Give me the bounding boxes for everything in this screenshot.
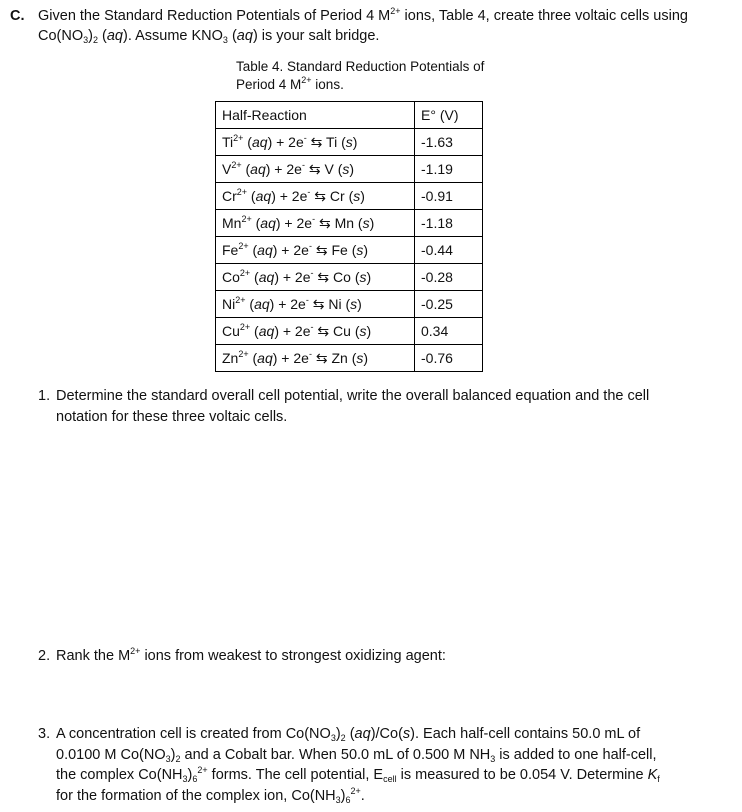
intro-line <box>38 6 688 26</box>
ion-symbol: Cu <box>222 322 240 339</box>
text-segment: ) <box>88 28 93 44</box>
half-reaction: $Zn^{2+}$ (aq) + 2e- ⇆ Zn (s) <box>216 345 415 372</box>
potential-value: 0.34 <box>415 318 483 345</box>
question-line <box>56 724 640 744</box>
text-segment: is added to one half-cell, <box>495 746 657 763</box>
text-segment: ions from weakest to strongest oxidizing agent: <box>140 648 446 664</box>
ion-symbol: Ti <box>222 133 234 150</box>
text-segment: ( <box>98 28 107 44</box>
text-segment: 3 <box>222 35 228 45</box>
text-segment: 3 <box>490 753 496 764</box>
text-segment: Table 4. Standard Reduction Potentials of <box>236 59 485 74</box>
ion-charge: 2+ <box>238 348 249 359</box>
text-segment: 6 <box>192 774 198 784</box>
text-segment: ) is your salt bridge. <box>252 28 380 44</box>
table-row <box>216 237 483 264</box>
question-number: 3. <box>38 726 51 742</box>
ion-symbol: Co <box>222 268 240 285</box>
intro-line <box>38 26 379 46</box>
text-segment: the complex Co(NH <box>56 767 183 783</box>
ion-symbol: Zn <box>222 349 239 366</box>
metal-symbol: Ti <box>326 133 338 150</box>
text-segment: forms. The cell potential, E <box>207 767 384 783</box>
ion-charge: 2+ <box>233 132 244 143</box>
question-line <box>56 745 657 765</box>
text-segment: 0.0100 M Co(NO <box>56 746 166 763</box>
metal-symbol: Cr <box>329 187 345 204</box>
metal-symbol: Cu <box>333 322 351 339</box>
text-segment: 2 <box>175 753 181 764</box>
half-reaction: $Cu^{2+}$ (aq) + 2e- ⇆ Cu (s) <box>216 318 415 345</box>
table-row <box>216 183 483 210</box>
equilibrium-arrow-icon: ⇆ <box>310 133 323 150</box>
ion-symbol: Cr <box>222 187 237 204</box>
text-segment: ) <box>340 787 346 804</box>
ion-charge: 2+ <box>238 240 249 251</box>
table-row <box>216 264 483 291</box>
half-reaction: $Ni^{2+}$ (aq) + 2e- ⇆ Ni (s) <box>216 291 415 318</box>
text-segment: aq <box>354 726 371 742</box>
text-segment: notation for these three voltaic cells. <box>56 408 288 425</box>
text-segment: )/Co( <box>370 726 403 742</box>
equilibrium-arrow-icon: ⇆ <box>318 214 331 231</box>
text-segment: 3 <box>165 753 171 764</box>
text-segment: cell <box>383 774 397 784</box>
caption-line <box>236 58 484 76</box>
text-segment: Co(NO <box>38 28 84 44</box>
equilibrium-arrow-icon: ⇆ <box>314 187 327 204</box>
text-segment: 2+ <box>197 765 208 775</box>
equilibrium-arrow-icon: ⇆ <box>317 322 330 339</box>
text-segment: ( <box>345 726 355 742</box>
ion-charge: 2+ <box>236 186 248 197</box>
text-segment: and a Cobalt bar. When 50.0 mL of 0.500 M NH <box>180 746 491 763</box>
metal-symbol: Co <box>333 268 351 285</box>
potential-value: -0.25 <box>415 291 483 318</box>
text-segment: Period 4 M <box>236 77 302 92</box>
text-segment: 2+ <box>301 75 312 85</box>
ion-symbol: Fe <box>222 241 239 258</box>
half-reaction: $Fe^{2+}$ (aq) + 2e- ⇆ Fe (s) <box>216 237 415 264</box>
ion-charge: 2+ <box>231 159 242 170</box>
text-segment: A concentration cell is created from Co(NO <box>56 726 331 742</box>
ion-symbol: Mn <box>222 214 242 231</box>
text-segment: ). Each half-cell contains 50.0 mL of <box>410 726 641 742</box>
half-reaction: $Co^{2+}$ (aq) + 2e- ⇆ Co (s) <box>216 264 415 291</box>
text-segment: for the formation of the complex ion, Co(NH <box>56 787 336 804</box>
metal-symbol: Zn <box>331 349 348 366</box>
text-segment: 3 <box>335 794 341 805</box>
potential-value: -1.19 <box>415 156 483 183</box>
text-segment: is measured to be 0.054 V. Determine <box>396 767 648 783</box>
text-segment: 3 <box>182 774 188 784</box>
reduction-potentials-table <box>215 101 483 372</box>
equilibrium-arrow-icon: ⇆ <box>312 295 325 312</box>
text-segment: ions, Table 4, create three voltaic cells using <box>400 8 688 24</box>
text-segment: . <box>360 787 365 804</box>
question-line <box>56 386 649 406</box>
text-segment: Given the Standard Reduction Potentials of Period 4 M <box>38 8 391 24</box>
question-line <box>56 786 365 806</box>
potential-value: -0.28 <box>415 264 483 291</box>
text-segment: f <box>657 774 660 784</box>
question-number: 1. <box>38 388 51 404</box>
text-segment: K <box>647 767 658 783</box>
potential-value: -1.63 <box>415 129 483 156</box>
text-segment: 2 <box>340 733 346 743</box>
text-segment: ). Assume KNO <box>123 28 223 44</box>
text-segment: aq <box>236 28 253 44</box>
table-header-row <box>216 102 483 129</box>
equilibrium-arrow-icon: ⇆ <box>315 349 328 366</box>
potential-value: -0.91 <box>415 183 483 210</box>
metal-symbol: Ni <box>328 295 342 312</box>
half-reaction: $Mn^{2+}$ (aq) + 2e- ⇆ Mn (s) <box>216 210 415 237</box>
metal-symbol: Mn <box>334 214 355 231</box>
text-segment: s <box>402 726 411 742</box>
text-segment: 2+ <box>350 785 361 796</box>
text-segment: ions. <box>311 77 344 92</box>
potential-value: -0.44 <box>415 237 483 264</box>
text-segment: 2+ <box>390 6 401 16</box>
equilibrium-arrow-icon: ⇆ <box>317 268 330 285</box>
caption-line <box>236 76 484 94</box>
table-row <box>216 129 483 156</box>
ion-charge: 2+ <box>239 321 251 332</box>
text-segment: 3 <box>83 35 89 45</box>
table-row <box>216 318 483 345</box>
text-segment: 2+ <box>130 646 141 656</box>
text-segment: ) <box>335 726 341 742</box>
question-number: 2. <box>38 648 51 664</box>
question-line <box>56 646 446 666</box>
text-segment: 2 <box>92 35 98 45</box>
text-segment: 6 <box>345 794 351 805</box>
table-caption <box>236 58 484 94</box>
half-reaction: $Ti^{2+}$ (aq) + 2e- ⇆ Ti (s) <box>216 129 415 156</box>
text-segment: Rank the M <box>56 648 131 664</box>
metal-symbol: Fe <box>331 241 348 258</box>
table-row <box>216 345 483 372</box>
question-line <box>56 765 660 785</box>
text-segment: 3 <box>330 733 336 743</box>
text-segment: ) <box>187 767 193 783</box>
potential-value: -0.76 <box>415 345 483 372</box>
potential-value: -1.18 <box>415 210 483 237</box>
text-segment: ( <box>227 28 237 44</box>
ion-charge: 2+ <box>241 213 252 224</box>
half-reaction: $V^{2+}$ (aq) + 2e- ⇆ V (s) <box>216 156 415 183</box>
metal-symbol: V <box>324 160 334 177</box>
text-segment: aq <box>106 28 123 44</box>
table-row <box>216 291 483 318</box>
table-row <box>216 210 483 237</box>
text-segment: ) <box>170 746 176 763</box>
ion-symbol: V <box>222 160 232 177</box>
equilibrium-arrow-icon: ⇆ <box>315 241 328 258</box>
header-half-reaction: Half-Reaction <box>216 102 415 129</box>
ion-charge: 2+ <box>235 294 246 305</box>
section-label: C. <box>10 8 25 24</box>
ion-charge: 2+ <box>239 267 251 278</box>
half-reaction: $Cr^{2+}$ (aq) + 2e- ⇆ Cr (s) <box>216 183 415 210</box>
table-row <box>216 156 483 183</box>
equilibrium-arrow-icon: ⇆ <box>308 160 321 177</box>
header-potential: E° (V) <box>415 102 483 129</box>
text-segment: Determine the standard overall cell potential, write the overall balanced equation and the cell <box>56 388 650 404</box>
ion-symbol: Ni <box>222 295 236 312</box>
question-line <box>56 407 287 427</box>
